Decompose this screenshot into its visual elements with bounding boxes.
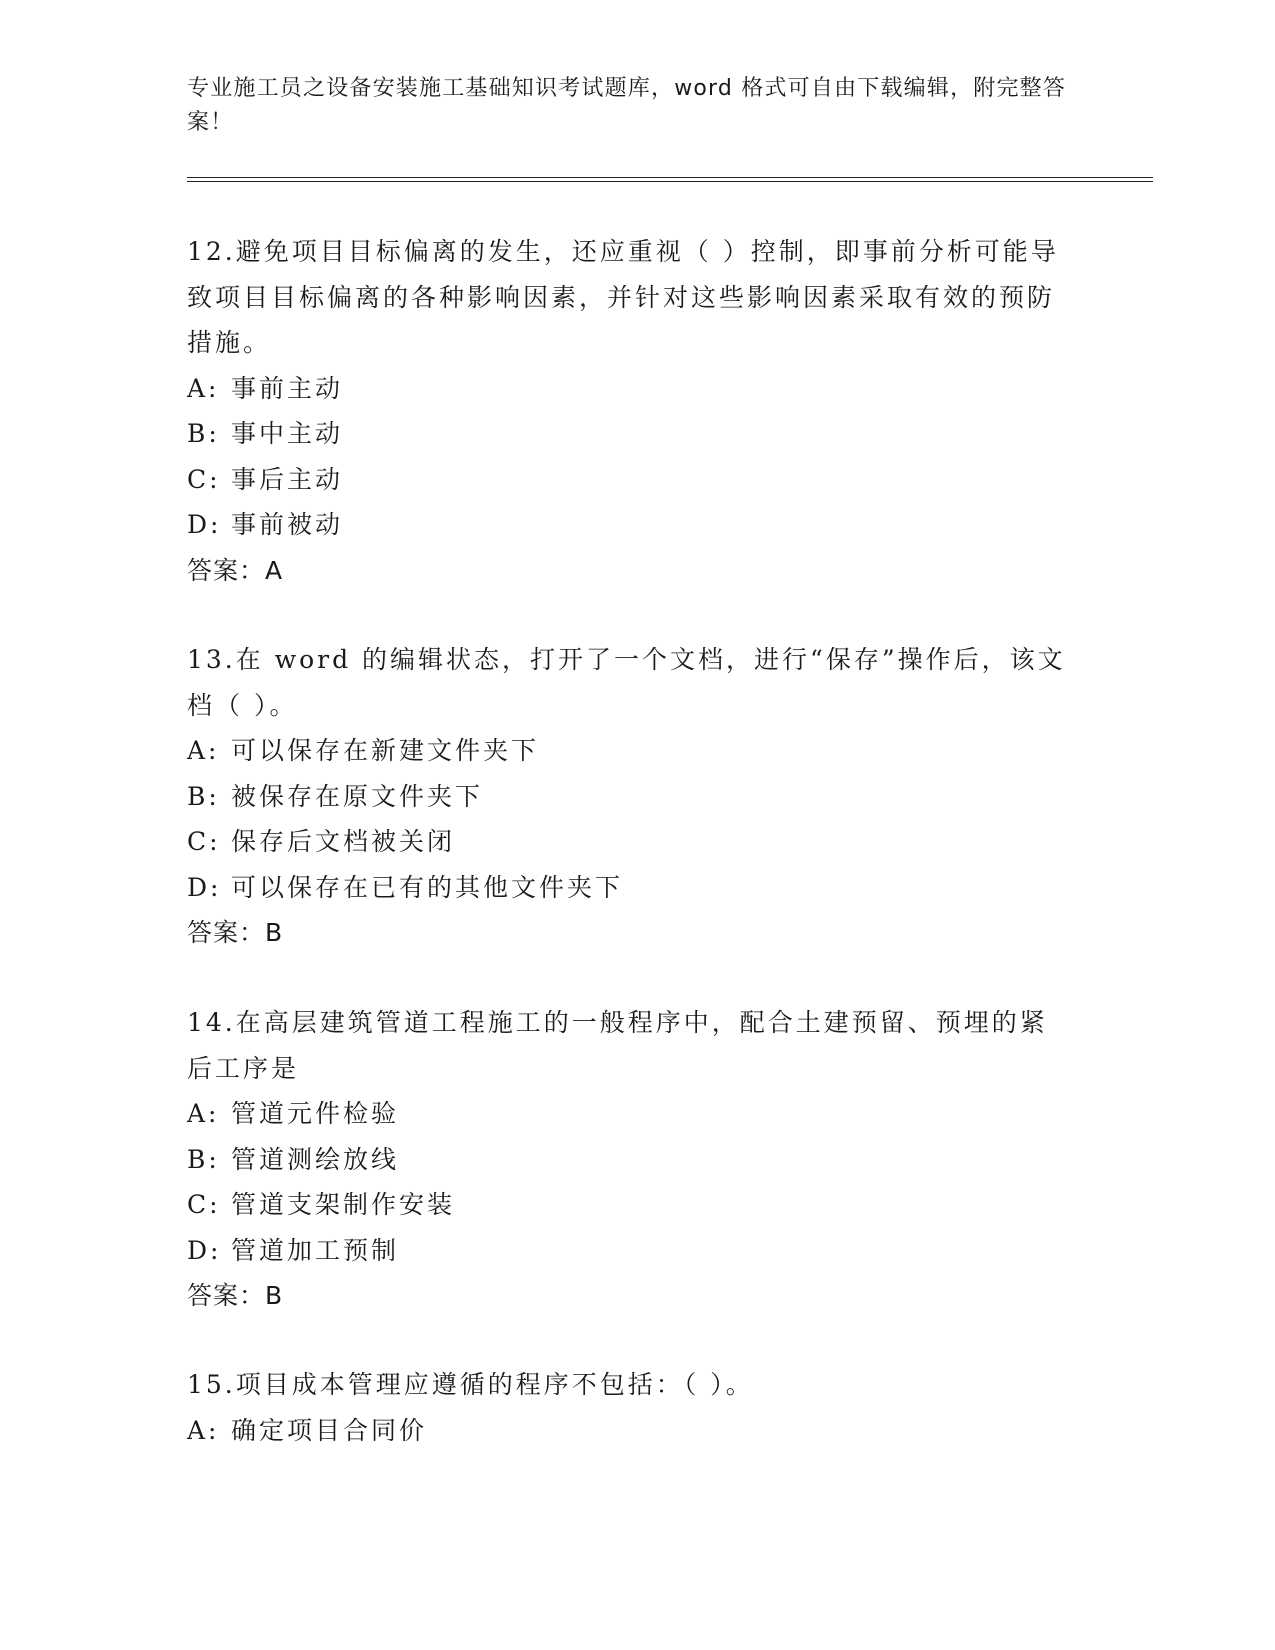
option-text: 管道支架制作安装: [231, 1190, 456, 1219]
option-d: [187, 1228, 1067, 1274]
answer-line: 答案：B: [187, 918, 284, 947]
option-text: 事中主动: [231, 419, 344, 448]
option-letter: B:: [187, 419, 220, 448]
option-text: 事后主动: [231, 464, 344, 494]
option-text: 事前主动: [231, 373, 344, 403]
question-stem: 15.项目成本管理应遵循的程序不包括：（ ）。: [187, 1370, 754, 1399]
option-letter: A:: [187, 1415, 220, 1445]
option-letter: A:: [187, 373, 220, 403]
option-c: [187, 819, 1067, 865]
option-letter: D:: [187, 1235, 222, 1265]
option-b: [187, 774, 1067, 820]
option-text: 被保存在原文件夹下: [231, 781, 484, 811]
option-c: [187, 1182, 1067, 1228]
answer-line: 答案：B: [187, 1281, 284, 1310]
option-text: 管道元件检验: [231, 1099, 400, 1128]
question-stem: 13.在 word 的编辑状态，打开了一个文档，进行“保存”操作后，该文档（ ）。: [187, 645, 1066, 720]
option-text: 保存后文档被关闭: [231, 827, 456, 856]
option-b: [187, 1137, 1067, 1183]
option-letter: A:: [187, 736, 220, 765]
option-letter: B:: [187, 781, 220, 811]
question-15: [187, 1362, 1067, 1453]
option-d: [187, 865, 1067, 911]
option-text: 事前被动: [231, 510, 344, 539]
option-d: [187, 502, 1067, 548]
question-14: [187, 1000, 1067, 1319]
option-letter: C:: [187, 464, 221, 494]
option-a: [187, 366, 1067, 412]
option-text: 确定项目合同价: [231, 1415, 428, 1445]
question-12: [187, 229, 1067, 593]
option-a: [187, 1091, 1067, 1137]
option-letter: C:: [187, 1190, 221, 1219]
option-a: [187, 728, 1067, 774]
header-double-rule: [187, 177, 1153, 182]
document-intro: 专业施工员之设备安装施工基础知识考试题库，word 格式可自由下载编辑，附完整答案！: [187, 76, 1067, 135]
option-letter: D:: [187, 872, 222, 902]
option-b: [187, 411, 1067, 457]
question-13: [187, 637, 1067, 956]
option-letter: D:: [187, 510, 222, 539]
question-stem: 14.在高层建筑管道工程施工的一般程序中，配合土建预留、预埋的紧后工序是: [187, 1008, 1048, 1083]
option-c: [187, 457, 1067, 503]
option-text: 管道测绘放线: [231, 1144, 400, 1174]
answer-line: 答案：A: [187, 555, 284, 585]
option-letter: A:: [187, 1099, 220, 1128]
option-text: 可以保存在已有的其他文件夹下: [231, 872, 624, 902]
option-letter: C:: [187, 827, 221, 856]
option-text: 可以保存在新建文件夹下: [231, 736, 540, 765]
option-letter: B:: [187, 1144, 220, 1174]
option-a: [187, 1408, 1067, 1454]
option-text: 管道加工预制: [231, 1235, 400, 1265]
question-stem: 12.避免项目目标偏离的发生，还应重视（ ）控制，即事前分析可能导致项目目标偏离的各种影响因素，并针对这些影响因素采取有效的预防措施。: [187, 237, 1059, 357]
